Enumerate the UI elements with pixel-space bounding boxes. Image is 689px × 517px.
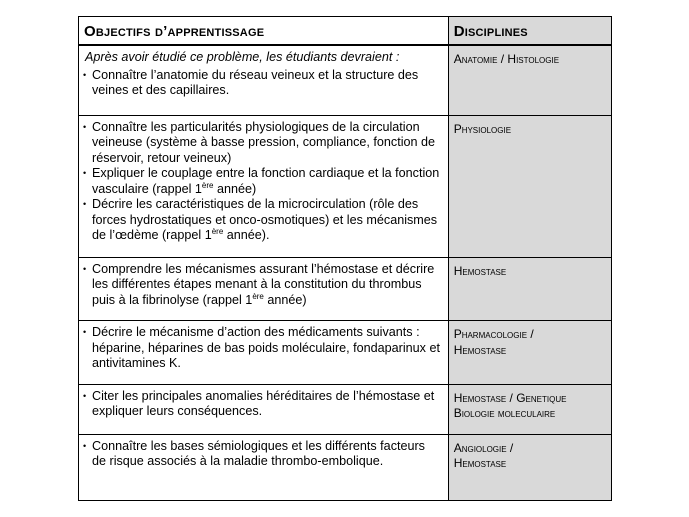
discipline-label: Biologie moleculaire [453,406,556,420]
disciplines-cell [448,257,611,321]
table-row [79,321,612,385]
objective-item: • Connaître les particularités physiologiques de la circulation veineuse (système à basse pression, compliance, fonction de réservoir, retour veineux) [83,120,442,167]
objective-item: • Décrire les caractéristiques de la microcirculation (rôle des forces hydrostatiques et onco-osmotiques) et les mécanismes de l’œdème (rappel 1ère année). [83,197,442,244]
objectives-cell [79,115,449,257]
objectives-cell [79,384,449,434]
objective-list [83,325,442,372]
superscript: ère [201,180,214,190]
objective-item: • Citer les principales anomalies héréditaires de l’hémostase et expliquer leurs conséquences. [83,389,442,420]
objective-list [83,439,442,470]
disciplines-cell [448,434,611,500]
objectives-cell [79,321,449,385]
discipline-label: Pharmacologie / [453,327,534,341]
objective-list [83,389,442,420]
table-row [79,384,612,434]
header-row [79,17,612,46]
discipline-label: Anatomie / Histologie [453,52,560,66]
discipline-label: Hemostase [453,456,507,470]
table-row [79,434,612,500]
disciplines-cell [448,115,611,257]
intro-text: Après avoir étudié ce problème, les étudiants devraient : [85,50,400,64]
disciplines-header: Disciplines [448,17,611,46]
objective-item: • Connaître l’anatomie du réseau veineux et la structure des veines et des capillaires. [83,68,442,99]
objective-list [83,120,442,244]
objectives-cell [79,434,449,500]
objectives-table [78,16,612,501]
superscript: ère [252,291,264,301]
objective-item: • Connaître les bases sémiologiques et les différents facteurs de risque associés à la maladie thrombo-embolique. [83,439,442,470]
discipline-label: Angiologie / [453,440,514,455]
objectives-cell [79,257,449,321]
disciplines-cell [448,321,611,385]
objective-item: • Comprendre les mécanismes assurant l’hémostase et décrire les différentes étapes menant à la constitution du thrombus puis à la fibrinolyse (rappel 1ère année) [83,262,442,309]
disciplines-cell [448,45,611,115]
objective-item: • Expliquer le couplage entre la fonction cardiaque et la fonction vasculaire (rappel 1ère année) [83,166,442,197]
table-row [79,257,612,321]
table-row [79,115,612,257]
objectives-cell [79,45,449,115]
objective-list [83,262,442,309]
superscript: ère [211,227,224,236]
objectives-header: Objectifs d’apprentissage [79,17,449,46]
discipline-label: Hemostase / Genetique [453,390,567,405]
discipline-label: Hemostase [453,263,507,278]
table-row [79,45,612,115]
disciplines-cell [448,384,611,434]
discipline-label: Hemostase [453,342,507,357]
objective-list [83,68,442,99]
discipline-label: Physiologie [453,121,512,136]
objective-item: • Décrire le mécanisme d’action des médicaments suivants : héparine, héparines de bas poids moléculaire, fondaparinux et antivitamines K. [83,325,442,372]
